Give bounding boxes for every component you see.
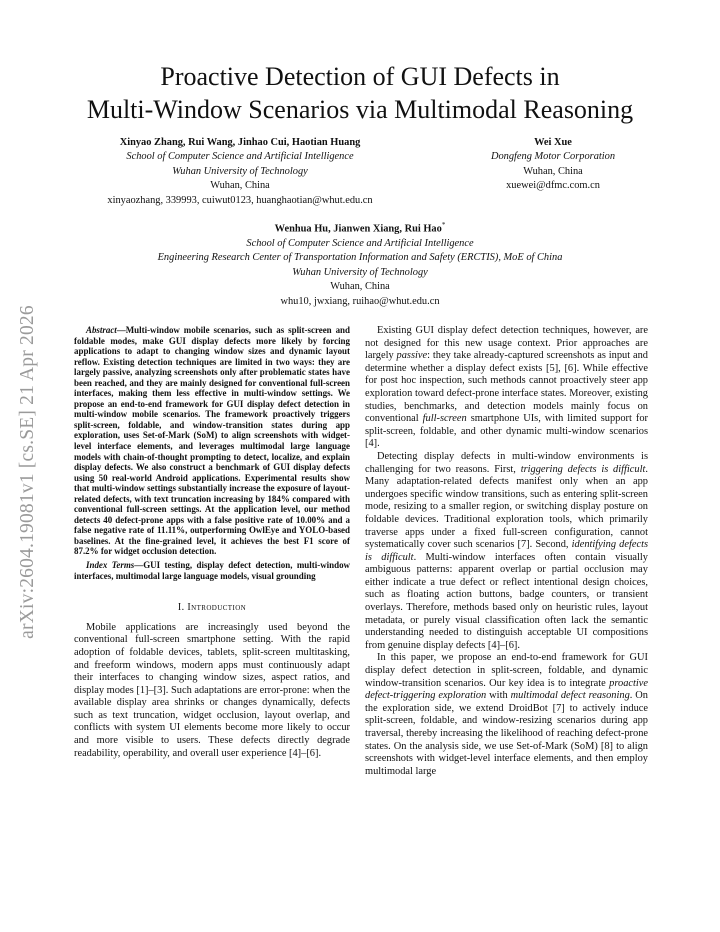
text-run: Detecting display defects in multi-window environments is challenging for two reasons. First, (365, 450, 648, 475)
text-run: . Multi-window interfaces often contain visually ambiguous patterns: apparent overlap or partial occlusion may either indicate a true defect or reflect intentional design choices, such as floating action buttons, badge counters, or transient overlays. Therefore, methods based only on heuristic rules, layout metadata, or purely visual classification often lack the semantic understanding needed to distinguish acceptable UI compositions from genuine display defects [4]–[6]. (365, 551, 648, 651)
corresponding-mark: * (441, 221, 446, 229)
author-group-2 (453, 136, 653, 194)
author-names-1: Xinyao Zhang, Rui Wang, Jinhao Cui, Haotian Huang (119, 137, 361, 148)
text-run-italic: multimodal defect reasoning (510, 690, 630, 702)
text-run: smartphone UIs, with limited support for split-screen, foldable, and other dynamic multi-window scenarios [4]. (365, 413, 648, 450)
author-names-3-line (60, 218, 660, 237)
affiliation-org-2: Dongfeng Motor Corporation (490, 151, 616, 163)
index-terms (74, 560, 350, 581)
right-column (365, 325, 648, 778)
right-paragraph-3 (365, 652, 648, 778)
text-run: Existing GUI display defect detection techniques, however, are not designed for this new usage context. Prior approaches are largely (365, 325, 648, 362)
author-names-2: Wei Xue (534, 137, 572, 148)
author-emails-3: whu10, jwxiang, ruihao@whut.edu.cn (280, 295, 440, 307)
right-paragraph-1 (365, 325, 648, 451)
affiliation-center-3: Engineering Research Center of Transportation Information and Safety (ERCTIS), MoE of China (157, 252, 563, 264)
affiliation-dept-1: School of Computer Science and Artificial Intelligence (126, 151, 354, 163)
title-line-2: Multi-Window Scenarios via Multimodal Reasoning (86, 95, 634, 124)
text-run: . On the exploration side, we extend DroidBot [7] to actively induce split-screen, foldable, and window-resizing scenarios during app traversal, thereby increasing the likelihood of reaching defect-prone states. On the analysis side, we use Set-of-Mark (SoM) [8] to align screenshots with widget-level interface elements, and then employ multimodal large (365, 690, 649, 777)
title-line-1: Proactive Detection of GUI Defects in (160, 62, 560, 91)
author-group-3 (60, 218, 660, 309)
left-column (74, 325, 350, 760)
text-run-italic: passive (396, 350, 428, 362)
arxiv-side-stamp (8, 262, 48, 682)
abstract-label: Abstract (86, 325, 117, 335)
text-run: . Many adaptation-related defects manifest only when an app undergoes specific window transitions, such as entering split-screen mode, resizing to a smaller region, or switching display posture on foldable devices. Traditional exploration tools, which primarily traverse apps under a fixed full-screen configuration, cannot systematically cover such scenarios [7]. Second, (365, 463, 648, 551)
affiliation-city-1: Wuhan, China (210, 180, 270, 192)
affiliation-city-2: Wuhan, China (523, 165, 583, 177)
abstract-text: —Multi-window mobile scenarios, such as split-screen and foldable modes, make GUI display defects more likely by forcing applications to adapt to changing window sizes and dynamic layout reflow. Existing detection techniques are limited in two ways: they are largely passive, analyzing screenshots only after problematic states have been reached, and they are mainly designed for conventional full-screen interfaces, making them less effective in multi-window settings. We propose an end-to-end framework for GUI display defect detection in multi-window mobile scenarios. The framework proactively triggers split-screen, foldable, and window-transition states during app exploration, uses Set-of-Mark (SoM) to align screenshots with widget-level interface elements, and leverages multimodal large language models with chain-of-thought prompting to detect, localize, and explain display defects. We also construct a benchmark of GUI display defects using 50 real-world Android applications. Experimental results show that multi-window settings substantially increase the exposure of layout-related defects, with text truncation increasing by 184% compared with conventional full-screen settings. At the application level, our method detects 40 defect-prone apps with a false positive rate of 10.00% and a false negative rate of 11.11%, outperforming OwlEye and YOLO-based baselines. At the fine-grained level, it achieves the best F1 score of 87.2% for widget occlusion detection. (74, 325, 350, 557)
index-terms-text: —GUI testing, display defect detection, multi-window interfaces, multimodal large language models, visual grounding (74, 560, 350, 581)
arxiv-identifier: arXiv:2604.19081v1 [cs.SE] 21 Apr 2026 (17, 305, 38, 639)
text-run: : they take already-captured screenshots as input and determine whether a display defect exists [5], [6]. While effective for post hoc inspection, such methods cannot proactively steer app exploration toward defect-prone interface states. Moreover, existing studies, benchmarks, and detection models mainly focus on conventional (365, 350, 648, 425)
section-heading-introduction: I. Introduction (177, 602, 247, 614)
text-run: In this paper, we propose an end-to-end framework for GUI display defect detection in split-screen, foldable, and dynamic window-transition scenarios. Our key idea is to integrate (365, 652, 648, 689)
text-run-italic: identifying defects is difficult (365, 539, 648, 563)
author-group-1 (70, 136, 410, 208)
author-names-3: Wenhua Hu, Jianwen Xiang, Rui Hao (274, 223, 442, 235)
affiliation-univ-1: Wuhan University of Technology (172, 165, 308, 177)
right-paragraph-2 (365, 451, 648, 653)
paper-title (0, 60, 720, 126)
intro-paragraph-1: Mobile applications are increasingly used beyond the conventional full-screen smartphone setting. With the rapid adoption of foldable devices, tablets, split-screen multitasking, and freeform windows, modern apps must continuously adapt their interfaces to changing window sizes, aspect ratios, and display modes [1]–[3]. Such adaptations are error-prone: when the available display area shrinks or changes dynamically, defects such as text truncation, widget occlusion, layout overlap, and conflicts with system UI elements become more likely to occur and more visible to users. These defects directly degrade readability, operability, and overall user experience [4]–[6]. (74, 621, 350, 759)
text-run: with (486, 690, 511, 702)
affiliation-city-3: Wuhan, China (330, 281, 390, 293)
index-terms-label: Index Terms (86, 560, 135, 571)
affiliation-univ-3: Wuhan University of Technology (292, 266, 428, 278)
author-email-2: xuewei@dfmc.com.cn (506, 180, 600, 192)
text-run-italic: full-screen (422, 413, 467, 425)
affiliation-dept-3: School of Computer Science and Artificial Intelligence (246, 237, 474, 249)
text-run-italic: triggering defects is difficult (520, 463, 646, 475)
abstract (74, 325, 350, 557)
author-emails-1: xinyaozhang, 339993, cuiwut0123, huanghaotian@whut.edu.cn (107, 194, 373, 206)
text-run-italic: proactive defect-triggering exploration (365, 677, 648, 702)
